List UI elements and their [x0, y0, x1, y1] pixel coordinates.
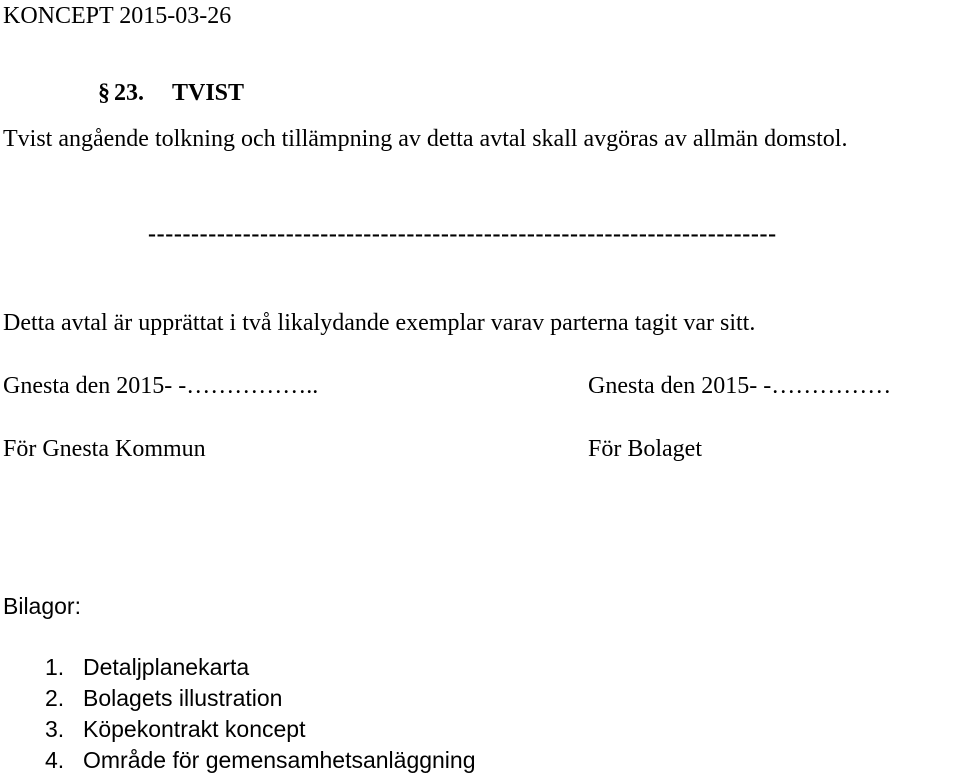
signature-party-left: För Gnesta Kommun — [3, 436, 206, 462]
dispute-paragraph: Tvist angående tolkning och tillämpning av detta avtal skall avgöras av allmän domstol. — [3, 126, 848, 152]
list-item-number: 2. — [45, 685, 65, 711]
list-item-text: Detaljplanekarta — [83, 654, 250, 680]
list-item-number: 3. — [45, 716, 65, 742]
list-item — [45, 714, 476, 745]
list-item-number: 1. — [45, 654, 65, 680]
list-item-text: Område för gemensamhetsanläggning — [83, 747, 476, 773]
signature-party-right: För Bolaget — [588, 436, 702, 462]
list-item — [45, 683, 476, 714]
separator-line: ------------------------------------------------------------------------- — [148, 221, 777, 247]
section-title: TVIST — [172, 80, 245, 106]
signature-place-right: Gnesta den 2015- -…………… — [588, 373, 892, 399]
list-item-number: 4. — [45, 747, 65, 773]
signature-place-left: Gnesta den 2015- -…………….. — [3, 373, 319, 399]
section-heading — [98, 81, 244, 105]
list-item — [45, 652, 476, 683]
list-item-text: Köpekontrakt koncept — [83, 716, 306, 742]
list-item — [45, 745, 476, 776]
section-symbol: § — [98, 80, 110, 106]
attachments-heading: Bilagor: — [3, 593, 81, 619]
section-number: 23. — [114, 80, 144, 106]
copies-paragraph: Detta avtal är upprättat i två likalydande exemplar varav parterna tagit var sitt. — [3, 310, 756, 336]
list-item-text: Bolagets illustration — [83, 685, 283, 711]
attachments-list — [45, 652, 476, 776]
document-header: KONCEPT 2015-03-26 — [3, 3, 232, 29]
